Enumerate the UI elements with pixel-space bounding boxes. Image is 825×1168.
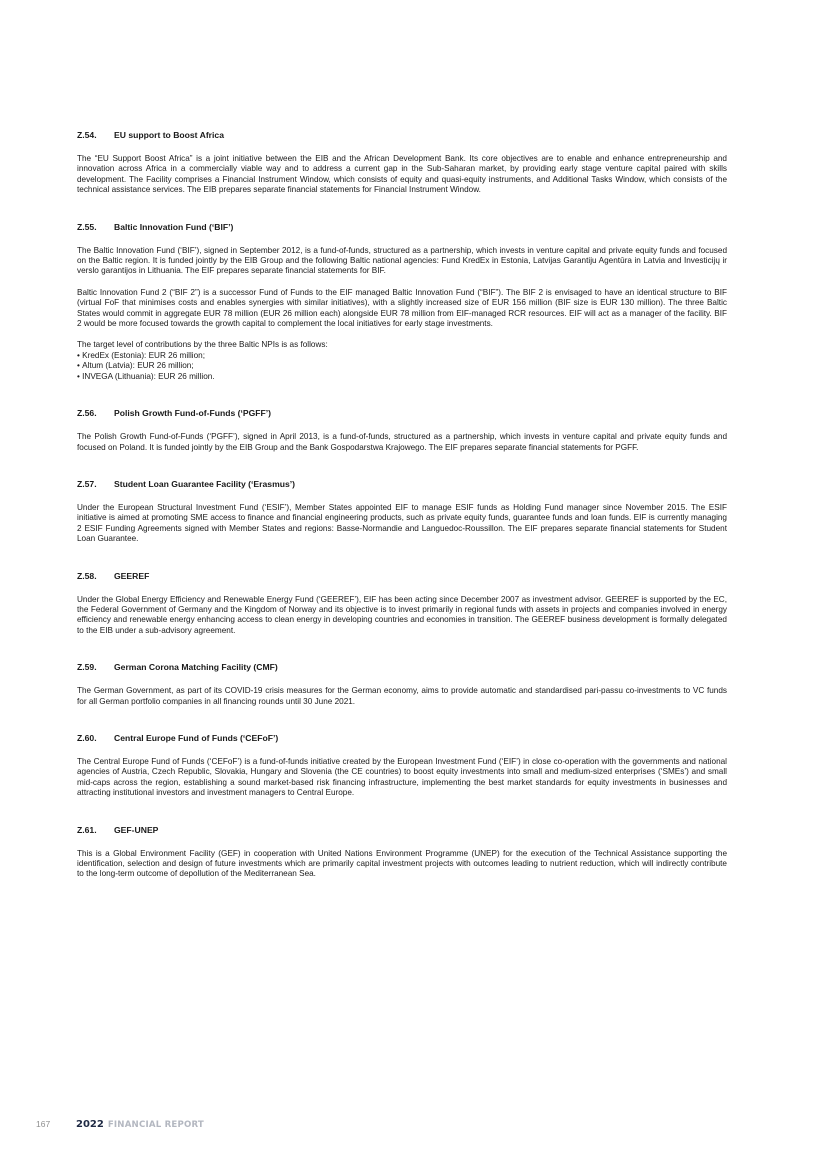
report-year: 2022 [76,1119,104,1130]
section-number: Z.58. [77,570,97,581]
section-number: Z.61. [77,824,97,835]
page-footer [36,1119,204,1133]
section-heading [77,661,727,673]
list-item: • INVEGA (Lithuania): EUR 26 million. [77,372,727,382]
section-heading [77,824,727,836]
section-heading [77,407,727,419]
section-title: Baltic Innovation Fund (‘BIF’) [114,221,234,232]
paragraph: The Baltic Innovation Fund (‘BIF’), signed in September 2012, is a fund-of-funds, structured as a partnership, which invests in venture capital and private equity funds and focused on the Baltic region. It is funded jointly by the EIB Group and the following Baltic national agencies: Fund KredEx in Estonia, Latvijas Garantiju Agentūra in Latvia and Investicijų ir verslo garantijos in Lithuania. The EIF prepares separate financial statements for BIF. [77,245,727,276]
section-title: German Corona Matching Facility (CMF) [114,662,278,673]
section-z58 [77,570,727,637]
paragraph: The Central Europe Fund of Funds (‘CEFoF’) is a fund-of-funds initiative created by the European Investment Fund (‘EIF’) in close co-operation with the governments and national agencies of Austria, Czech Republic, Slovakia, Hungary and Slovenia (the CE countries) to boost equity investments into small and medium-sized enterprises (‘SMEs’) and small mid-caps across the region, establishing a sound market-based risk financing infrastructure, implementing the best market standards for equity investments in businesses and attracting institutional investors and investment managers to Central Europe. [77,756,727,798]
section-title: GEF-UNEP [114,824,159,835]
section-number: Z.59. [77,662,97,673]
section-heading [77,478,727,490]
section-title: Central Europe Fund of Funds (‘CEFoF’) [114,732,279,743]
paragraph: Under the Global Energy Efficiency and Renewable Energy Fund (‘GEEREF’), EIF has been acting since December 2007 as investment advisor. GEEREF is supported by the EC, the Federal Government of Germany and the Kingdom of Norway and its objective is to invest primarily in regional funds with assets in projects and companies involved in energy efficiency and renewable energy enhancing access to clean energy in developing countries and economies in transition. The GEEREF business development is formally delegated to the EIB under a sub-advisory agreement. [77,594,727,635]
section-number: Z.56. [77,408,97,419]
paragraph: Under the European Structural Investment Fund (‘ESIF’), Member States appointed EIF to manage ESIF funds as Holding Fund manager since November 2015. The ESIF initiative is aimed at promoting SME access to finance and financial engineering products, such as private equity funds, guarantee funds and loan funds. EIF is currently managing 2 ESIF Funding Agreements signed with Member States and regions: Basse-Normandie and Languedoc-Roussillon. The EIF prepares separate financial statements for Student Loan Guarantee. [77,502,727,544]
paragraph: The German Government, as part of its COVID-19 crisis measures for the German economy, aims to provide automatic and standardised pari-passu co-investments to VC funds for all German portfolio companies in all financing rounds until 30 June 2021. [77,686,727,706]
section-number: Z.60. [77,732,97,743]
section-heading [77,570,727,582]
section-z55 [77,221,727,382]
section-number: Z.54. [77,130,97,140]
section-title: Polish Growth Fund-of-Funds (‘PGFF’) [114,408,272,419]
page-number: 167 [36,1119,51,1129]
list-item: • Altum (Latvia): EUR 26 million; [77,361,727,371]
section-z56 [77,407,727,453]
paragraph: Baltic Innovation Fund 2 (“BIF 2”) is a successor Fund of Funds to the EIF managed Baltic Innovation Fund (“BIF”). The BIF 2 is envisaged to have an identical structure to BIF (virtual FoF that minimises costs and enables synergies with similar initiatives), with a slightly increased size of EUR 156 million (BIF size is EUR 130 million). The three Baltic States would commit in aggregate EUR 78 million (EUR 26 million each) alongside EUR 78 million from EIF-managed RCR resources. EIF will act as a manager of the facility. BIF 2 would be more focused towards the growth capital to complement the local initiatives for early stage investments. [77,287,727,329]
paragraph: The Polish Growth Fund-of-Funds (‘PGFF’), signed in April 2013, is a fund-of-funds, structured as a partnership, which invests in venture capital and private equity funds and focused on Poland. It is funded jointly by the EIB Group and the Bank Gospodarstwa Krajowego. The EIF prepares separate financial statements for PGFF. [77,432,727,452]
section-z57 [77,478,727,545]
section-title: EU support to Boost Africa [114,130,224,140]
section-z61 [77,824,727,880]
report-title: FINANCIAL REPORT [107,1120,204,1130]
section-z60 [77,732,727,799]
section-heading [77,129,727,141]
paragraph: This is a Global Environment Facility (GEF) in cooperation with United Nations Environment Programme (UNEP) for the execution of the Technical Assistance supporting the identification, selection and design of future investments which are primarily capital investment projects with outcomes leading to nutrient reduction, which will indirectly contribute to the long-term outcome of depollution of the Mediterranean Sea. [77,848,727,879]
list-intro: The target level of contributions by the three Baltic NPIs is as follows: [77,340,328,350]
section-z59 [77,661,727,707]
section-heading [77,732,727,744]
bullet-list [77,351,727,382]
section-z54 [77,129,727,196]
section-heading [77,221,727,233]
section-number: Z.55. [77,221,97,232]
paragraph: The “EU Support Boost Africa” is a joint initiative between the EIB and the African Development Bank. Its core objectives are to enable and enhance entrepreneurship and innovation across Africa in a commercially viable way and to address a current gap in the Sub-Saharan market, by providing early stage venture capital paired with skills development. The Facility comprises a Financial Instrument Window, which consists of equity and quasi-equity instruments, and Additional Tasks Window, which consists of the technical assistance services. The EIB prepares separate financial statements for Financial Instrument Window. [77,154,727,195]
section-title: Student Loan Guarantee Facility (‘Erasmus’) [114,478,295,489]
list-item: • KredEx (Estonia): EUR 26 million; [77,351,727,361]
section-number: Z.57. [77,478,97,489]
document-body [77,129,727,905]
section-title: GEEREF [114,570,150,581]
